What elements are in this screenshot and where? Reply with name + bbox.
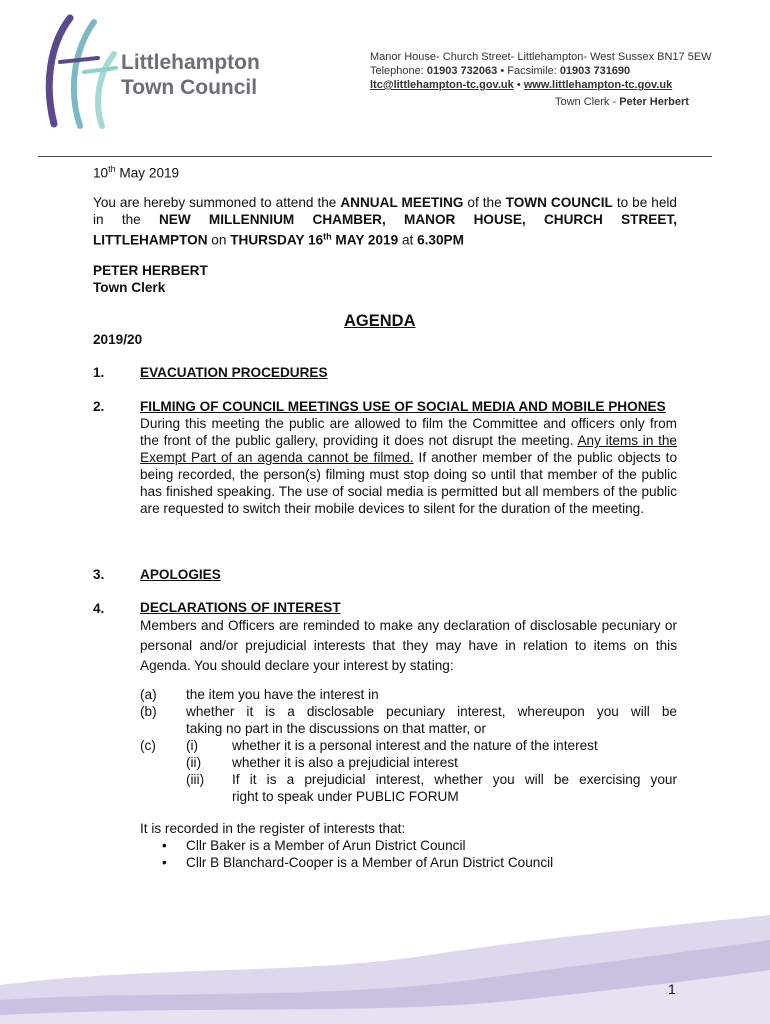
sub-a-text: the item you have the interest in bbox=[186, 687, 379, 702]
item-heading-evacuation: EVACUATION PROCEDURES bbox=[140, 365, 328, 380]
sub-c-i-text: whether it is a personal interest and the nature of the interest bbox=[232, 738, 598, 753]
council-name bbox=[121, 50, 260, 100]
fax: 01903 731690 bbox=[559, 65, 631, 77]
agenda-year: 2019/20 bbox=[93, 332, 143, 347]
register-intro: It is recorded in the register of interests that: bbox=[140, 821, 406, 836]
sub-b-text: whether it is a disclosable pecuniary interest, whereupon you will be taking no part in the discussions on that matter, or bbox=[186, 704, 677, 736]
item-declarations bbox=[140, 600, 677, 676]
item-filming bbox=[140, 398, 677, 517]
contact-block bbox=[370, 50, 712, 92]
address: Manor House- Church Street- Littlehampton- West Sussex BN17 5EW bbox=[370, 51, 712, 63]
signatory bbox=[93, 262, 677, 296]
council-logo bbox=[40, 14, 120, 132]
sub-c-ii-text: whether it is also a prejudicial interest bbox=[232, 755, 458, 770]
telephone: 01903 732063 bbox=[426, 65, 498, 77]
declarations-body: Members and Officers are reminded to make any declaration of disclosable pecuniary or personal and/or prejudicial interests that they may have in relation to items on this Agenda. You should declare your interest by stating: bbox=[140, 618, 677, 673]
sub-c-ii-label: (ii) bbox=[186, 755, 202, 770]
item-heading-apologies: APOLOGIES bbox=[140, 567, 221, 582]
email-link[interactable]: ltc@littlehampton-tc.gov.uk bbox=[370, 79, 514, 91]
item-heading-declarations: DECLARATIONS OF INTEREST bbox=[140, 600, 341, 615]
fax-label: Facsimile: bbox=[507, 65, 557, 77]
phone-line: Telephone: 01903 732063 • Facsimile: 01903 731690 bbox=[370, 65, 631, 77]
footer-wave-decoration bbox=[0, 905, 770, 1024]
clerk-line bbox=[555, 96, 689, 108]
list-item: • Cllr B Blanchard-Cooper is a Member of Arun District Council bbox=[162, 854, 553, 871]
list-item: • Cllr Baker is a Member of Arun District Council bbox=[162, 837, 553, 854]
signatory-title: Town Clerk bbox=[93, 280, 166, 295]
item-number: 2. bbox=[93, 399, 105, 414]
letter-date: 10th May 2019 bbox=[93, 164, 180, 181]
item-number: 1. bbox=[93, 365, 105, 380]
council-name-line1: Littlehampton bbox=[121, 51, 260, 74]
telephone-label: Telephone: bbox=[370, 65, 424, 77]
item-number: 4. bbox=[93, 601, 105, 616]
clerk-label: Town Clerk - bbox=[555, 96, 617, 108]
item-number: 3. bbox=[93, 567, 105, 582]
header-divider bbox=[38, 156, 712, 157]
filming-body: During this meeting the public are allowed to film the Committee and officers only from the front of the public gallery, providing it does not disrupt the meeting. Any items in the Exempt Part of an agenda cannot be filmed. If another member of the public objects to being recorded, the person(s) filming must stop doing so until that member of the public has finished speaking. The use of social media is permitted but all members of the public are requested to switch their mobile devices to silent for the duration of the meeting. bbox=[140, 416, 678, 516]
council-name-line2: Town Council bbox=[121, 76, 258, 99]
summons-paragraph: You are hereby summoned to attend the ANNUAL MEETING of the TOWN COUNCIL to be held in the NEW MILLENNIUM CHAMBER, MANOR HOUSE, CHURCH STREET, LITTLEHAMPTON on THURSDAY 16th MAY 2019 at 6.30PM bbox=[93, 195, 677, 248]
sub-c-iii-label: (iii) bbox=[186, 772, 205, 787]
sub-c-label: (c) bbox=[140, 738, 156, 753]
sub-c-iii-text: If it is a prejudicial interest, whether you will be exercising your right to speak under PUBLIC FORUM bbox=[232, 772, 677, 804]
web-line: ltc@littlehampton-tc.gov.uk • www.littlehampton-tc.gov.uk bbox=[370, 79, 673, 91]
sub-a-label: (a) bbox=[140, 687, 157, 702]
sub-c-i-label: (i) bbox=[186, 738, 199, 753]
sub-b-label: (b) bbox=[140, 704, 157, 719]
item-heading-filming: FILMING OF COUNCIL MEETINGS USE OF SOCIAL MEDIA AND MOBILE PHONES bbox=[140, 399, 666, 414]
clerk-name: Peter Herbert bbox=[619, 96, 689, 108]
agenda-title: AGENDA bbox=[344, 312, 416, 330]
signatory-name: PETER HERBERT bbox=[93, 263, 208, 278]
website-link[interactable]: www.littlehampton-tc.gov.uk bbox=[523, 79, 673, 91]
page-number: 1 bbox=[668, 981, 676, 997]
register-list bbox=[162, 837, 553, 871]
